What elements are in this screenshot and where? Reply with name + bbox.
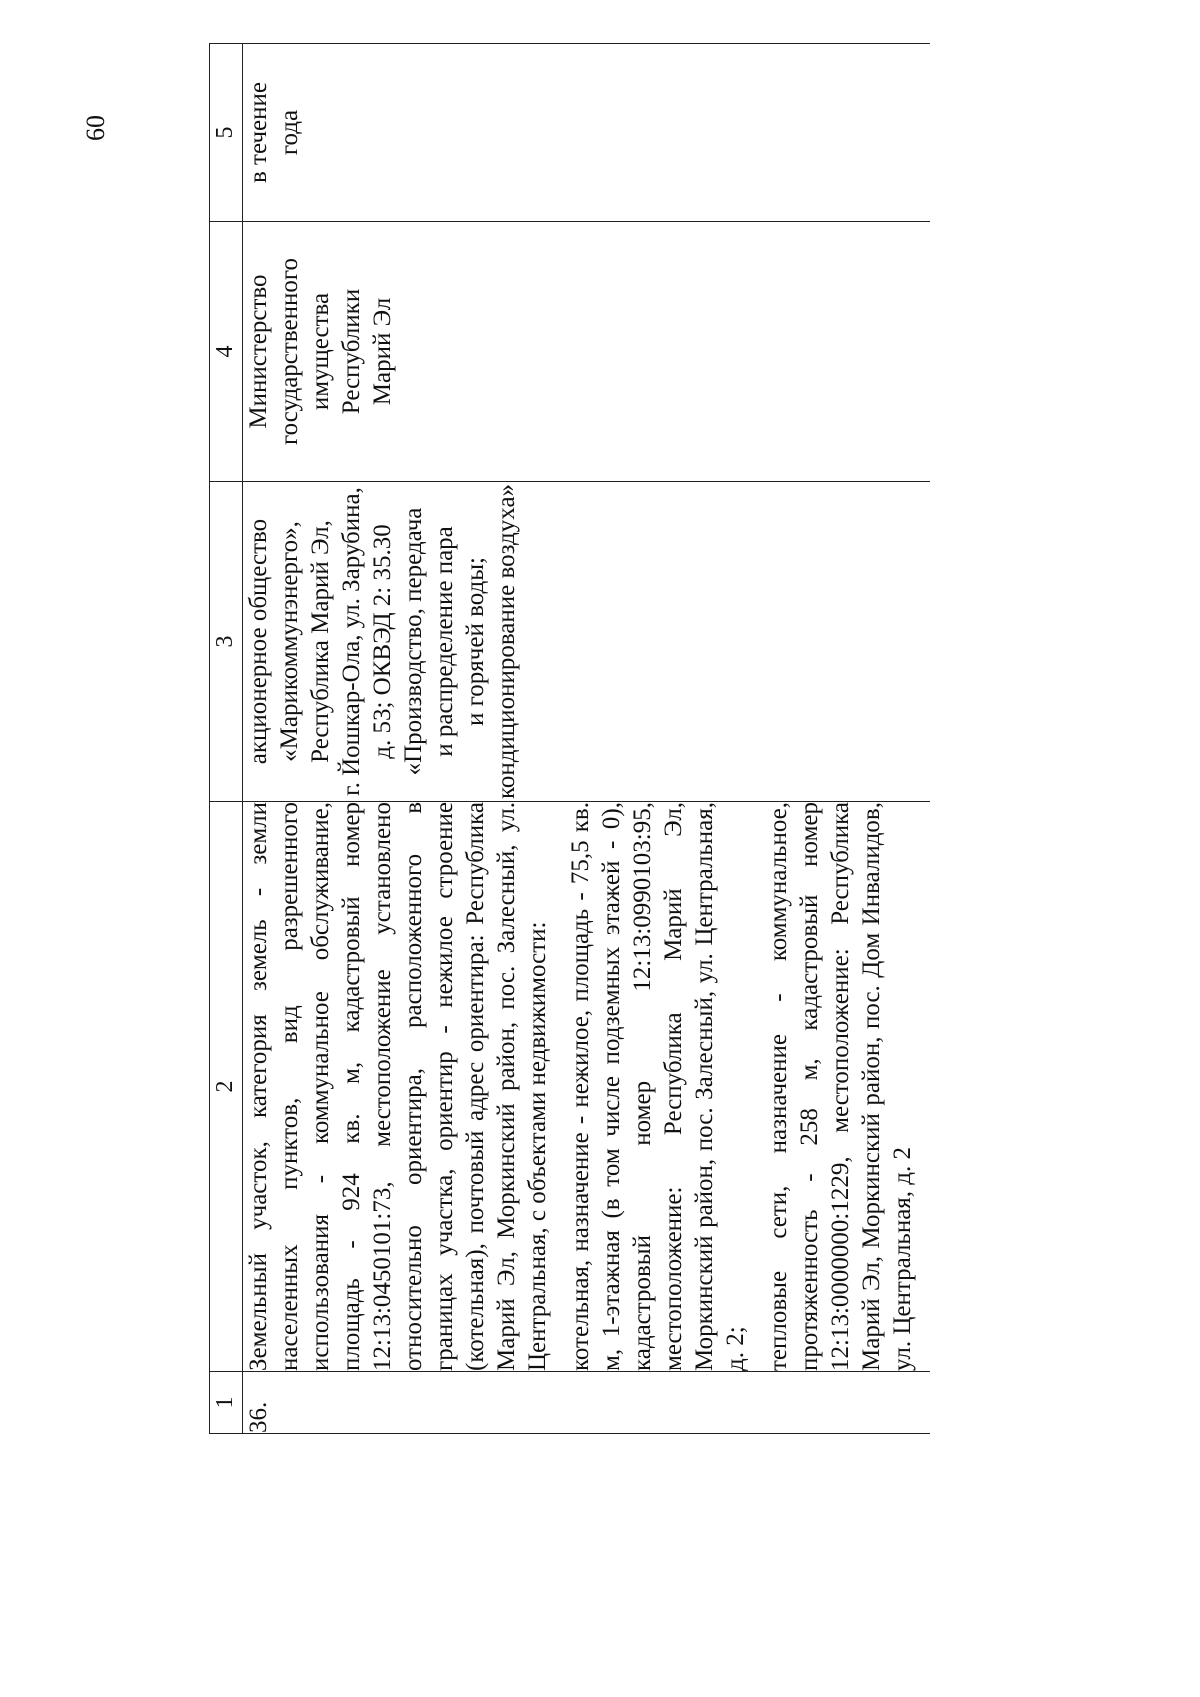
buyer-line: и горячей воды; xyxy=(462,557,489,726)
authority-line: государственного xyxy=(276,258,303,445)
term xyxy=(243,44,931,222)
buyer-line: и распределение пара xyxy=(431,526,458,757)
buyer-line: «Производство, передача xyxy=(400,507,427,776)
authority-line: Марий Эл xyxy=(369,297,396,406)
description-land-plot: Земельный участок, категория земель - земли населенных пунктов, вид разрешенного использования - коммунальное обслуживание, площадь - 924 кв. м, кадастровый номер 12:13:0450101:73, местоположение установлено относительно ориентира, расположенного в границах участка, ориентир - нежилое строение (котельная), почтовый адрес ориентира: Республика Марий Эл, Моркинский район, пос. Залесный, ул. Центральная, с объектами недвижимости: xyxy=(245,802,551,1371)
table-row xyxy=(243,44,931,1434)
description-heat-networks: тепловые сети, назначение - коммунальное, протяженность - 258 м, кадастровый номер 12:13:0000000:1229, местоположение: Республика Марий Эл, Моркинский район, пос. Дом Инвалидов, ул. Центральная, д. 2 xyxy=(765,802,916,1371)
buyer-line: акционерное общество xyxy=(245,518,272,765)
authority-line: Республики xyxy=(338,288,365,415)
buyer-line: Республика Марий Эл, xyxy=(307,520,334,763)
buyer-line: «Марикоммунэнерго», xyxy=(276,521,303,762)
responsible-authority xyxy=(243,222,931,482)
column-header-3: 3 xyxy=(210,482,243,802)
buyer-info xyxy=(243,482,931,802)
authority-line: имущества xyxy=(307,292,334,411)
authority-line: Министерство xyxy=(245,274,272,429)
column-header-5: 5 xyxy=(210,44,243,222)
term-line: в течение xyxy=(245,82,272,183)
term-line: года xyxy=(276,109,303,156)
header-row xyxy=(210,44,243,1434)
column-header-1: 1 xyxy=(210,1372,243,1434)
registry-table xyxy=(209,43,930,1434)
buyer-line: д. 53; ОКВЭД 2: 35.30 xyxy=(369,524,396,759)
column-header-2: 2 xyxy=(210,802,243,1372)
column-header-4: 4 xyxy=(210,222,243,482)
buyer-line: г. Йошкар-Ола, ул. Зарубина, xyxy=(338,487,365,796)
document-sheet xyxy=(209,44,1094,1434)
row-number: 36. xyxy=(243,1372,931,1434)
buyer-line: кондиционирование воздуха» xyxy=(493,483,520,800)
property-description xyxy=(243,802,931,1372)
description-boiler-house: котельная, назначение - нежилое, площадь - 75,5 кв. м, 1-этажная (в том числе подземных этажей - 0), кадастровый номер 12:13:0990103:95, местоположение: Республика Марий Эл, Моркинский район, пос. Залесный, ул. Центральная, д. 2; xyxy=(567,802,749,1371)
page-number: 60 xyxy=(81,115,110,141)
